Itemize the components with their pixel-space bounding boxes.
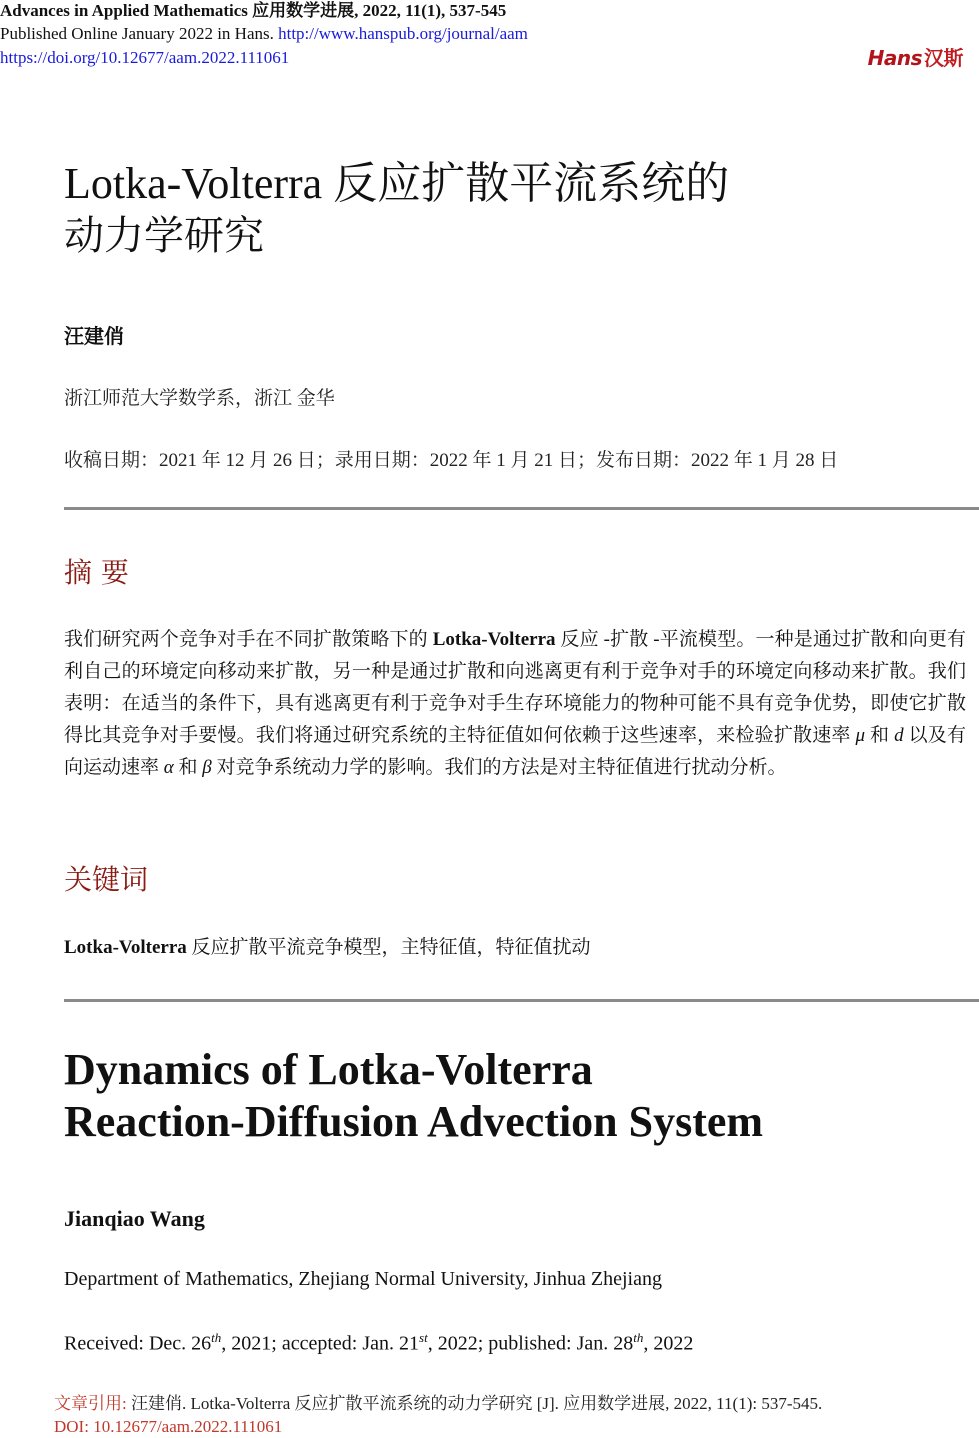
published-text-en: , 2022; published: Jan. 28 [427,1332,634,1355]
hans-logo [868,42,963,71]
chinese-title-line1: Lotka-Volterra 反应扩散平流系统的 [64,159,730,208]
symbol-mu: μ [855,725,866,746]
abstract-bold: Lotka-Volterra [432,629,556,650]
journal-name: Advances in Applied Mathematics 应用数学进展, 2022, 11(1), 537-545 [0,1,507,20]
citation-line [54,1392,822,1415]
symbol-beta: β [202,757,212,778]
abstract-heading: 摘 要 [64,556,129,589]
citation-text: 汪建俏. Lotka-Volterra 反应扩散平流系统的动力学研究 [J]. 应用数学进展, 2022, 11(1): 537-545. [126,1394,823,1413]
published-text: Published Online January 2022 in Hans. [0,24,274,43]
english-affiliation: Department of Mathematics, Zhejiang Normal University, Jinhua Zhejiang [64,1268,662,1290]
accepted-text: , 2021; accepted: Jan. 21 [221,1332,420,1355]
chinese-author: 汪建俏 [64,326,124,348]
doi-line [0,47,289,69]
symbol-alpha: α [163,757,174,778]
abstract-part2: 反应 -扩散 -平流模型。一种是通过扩散和向更有利自己的环境定向移动来扩散，另一种是通过扩散和向逃离更有利于竞争对手的环境定向移动来扩散。我们表明：在适当的条件下，具有逃离更有利于竞争对手生存环境能力的物种可能不具有竞争优势，即使它扩散得比其竞争对手要慢。我们将通过研究系统的主特征值如何依赖于这些速率，来检验扩散速率 [64,629,966,746]
received-sup: th [211,1330,222,1345]
published-line [0,23,528,45]
journal-url-link[interactable]: http://www.hanspub.org/journal/aam [278,24,528,43]
abstract-part4: 对竞争系统动力学的影响。我们的方法是对主特征值进行扰动分析。 [211,757,787,778]
chinese-dates: 收稿日期：2021 年 12 月 26 日；录用日期：2022 年 1 月 21 日；发布日期：2022 年 1 月 28 日 [64,450,839,471]
chinese-title [64,158,934,262]
keywords-rest: 反应扩散平流竞争模型，主特征值，特征值扰动 [186,937,591,958]
chinese-abstract [64,624,966,784]
abstract-and1: 和 [865,725,895,746]
english-title [64,1044,964,1148]
doi-url-link[interactable]: https://doi.org/10.12677/aam.2022.111061 [0,48,290,67]
abstract-part1: 我们研究两个竞争对手在不同扩散策略下的 [64,629,433,650]
citation-doi-line [54,1415,822,1438]
citation-doi: 10.12677/aam.2022.111061 [88,1417,283,1436]
chinese-title-line2: 动力学研究 [64,213,264,259]
logo-cn: 汉斯 [924,46,963,70]
citation-label: 文章引用: [54,1394,127,1413]
published-sup: th [633,1330,644,1345]
english-title-line2: Reaction-Diffusion Advection System [64,1097,764,1146]
english-title-line1: Dynamics of Lotka-Volterra [64,1045,593,1094]
year-end: , 2022 [643,1332,694,1355]
citation-block [54,1392,822,1438]
keywords-heading: 关键词 [64,863,149,896]
logo-latin: Hans [867,46,922,70]
citation-doi-label: DOI: [54,1417,89,1436]
english-author: Jianqiao Wang [64,1206,205,1231]
journal-header [0,0,506,22]
abstract-and2: 和 [173,757,203,778]
symbol-d: d [894,725,904,746]
keywords-line [64,932,591,959]
accepted-sup: st [419,1330,428,1345]
abstract-part3: 以及有向运动速率 [64,725,966,778]
keywords-bold: Lotka-Volterra [64,937,187,958]
chinese-affiliation: 浙江师范大学数学系，浙江 金华 [64,388,335,409]
divider-bottom [64,999,979,1002]
received-text: Received: Dec. 26 [64,1332,212,1355]
divider-top [64,507,979,510]
english-dates [64,1330,693,1356]
